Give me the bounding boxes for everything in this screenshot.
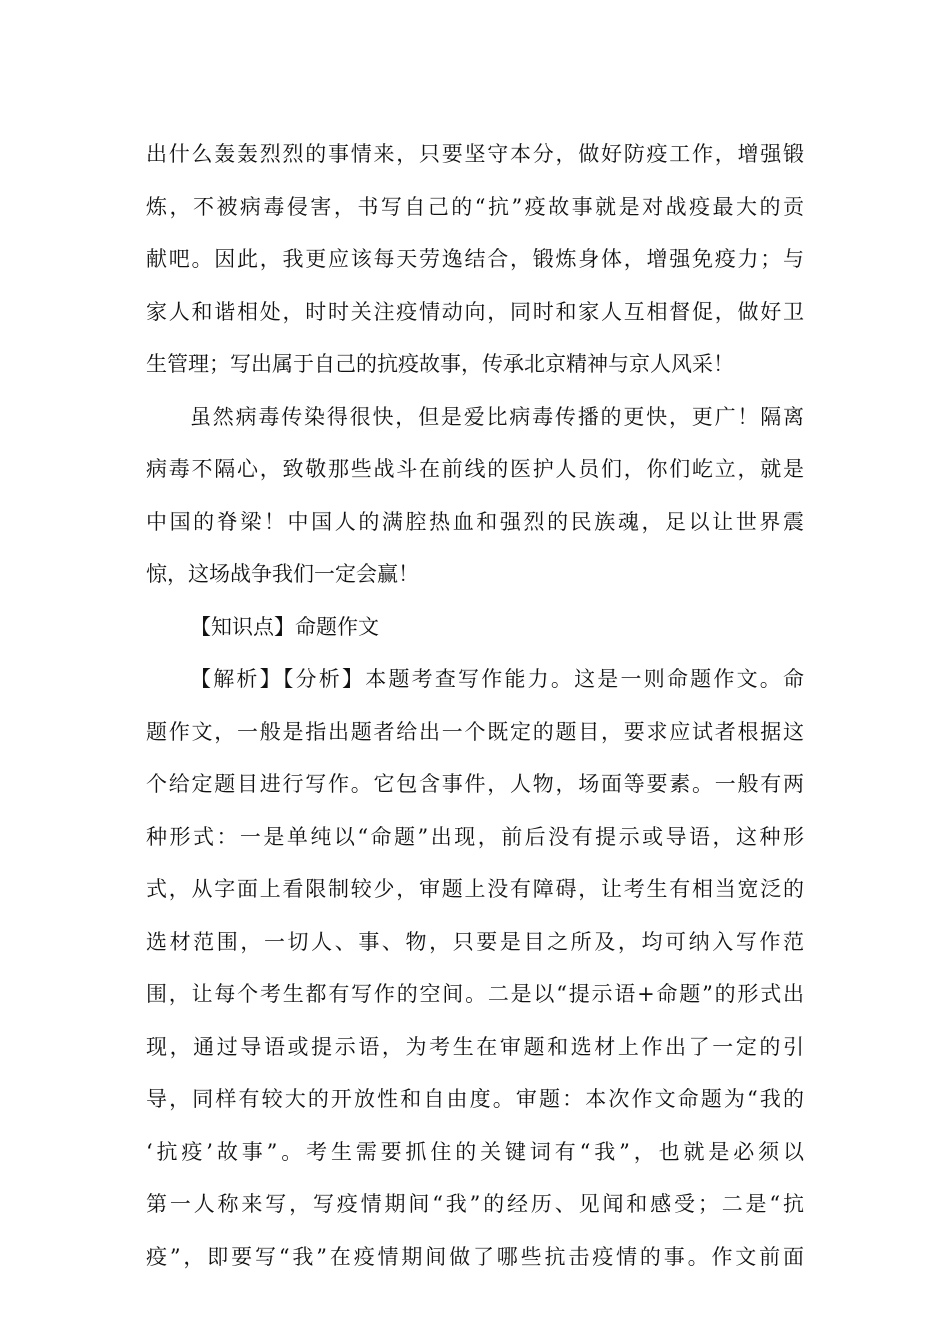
text-line: 围，让每个考生都有写作的空间。二是以“提示语+命题”的形式出	[146, 982, 804, 1006]
text-line: 中国的脊梁！中国人的满腔热血和强烈的民族魂，足以让世界震	[146, 509, 804, 534]
text-line: 第一人称来写，写疫情期间“我”的经历、见闻和感受；二是“抗	[146, 1192, 804, 1216]
text-line: 出什么轰轰烈烈的事情来，只要坚守本分，做好防疫工作，增强锻	[146, 142, 804, 166]
text-line: 惊，这场战争我们一定会赢！	[146, 562, 419, 586]
text-line: 疫”，即要写“我”在疫情期间做了哪些抗击疫情的事。作文前面	[146, 1244, 804, 1269]
text-line: 家人和谐相处，时时关注疫情动向，同时和家人互相督促，做好卫	[146, 299, 804, 324]
text-line: 现，通过导语或提示语，为考生在审题和选材上作出了一定的引	[146, 1034, 804, 1059]
text-line: 生管理；写出属于自己的抗疫故事，传承北京精神与京人风采！	[146, 352, 734, 376]
text-line: 种形式：一是单纯以“命题”出现，前后没有提示或导语，这种形	[146, 824, 804, 849]
text-line: ‘抗疫’故事”。考生需要抓住的关键词有“我”，也就是必须以	[146, 1139, 804, 1164]
text-line: 病毒不隔心，致敬那些战斗在前线的医护人员们，你们屹立，就是	[146, 457, 804, 481]
text-line: 题作文，一般是指出题者给出一个既定的题目，要求应试者根据这	[146, 719, 804, 744]
text-line: 个给定题目进行写作。它包含事件，人物，场面等要素。一般有两	[146, 772, 804, 796]
document-body	[146, 128, 804, 1283]
text-line: 式，从字面上看限制较少，审题上没有障碍，让考生有相当宽泛的	[146, 877, 804, 901]
text-line: 选材范围，一切人、事、物，只要是目之所及，均可纳入写作范	[146, 929, 804, 954]
analysis-heading-line: 【解析】【分析】本题考查写作能力。这是一则命题作文。命	[190, 667, 804, 691]
text-line: 虽然病毒传染得很快，但是爱比病毒传播的更快，更广！隔离	[190, 404, 804, 429]
text-line: 导，同样有较大的开放性和自由度。审题：本次作文命题为“我的	[146, 1087, 804, 1111]
knowledge-point-heading: 【知识点】命题作文	[190, 614, 379, 639]
text-line: 献吧。因此，我更应该每天劳逸结合，锻炼身体，增强免疫力；与	[146, 247, 804, 271]
text-line: 炼，不被病毒侵害，书写自己的“抗”疫故事就是对战疫最大的贡	[146, 194, 804, 219]
